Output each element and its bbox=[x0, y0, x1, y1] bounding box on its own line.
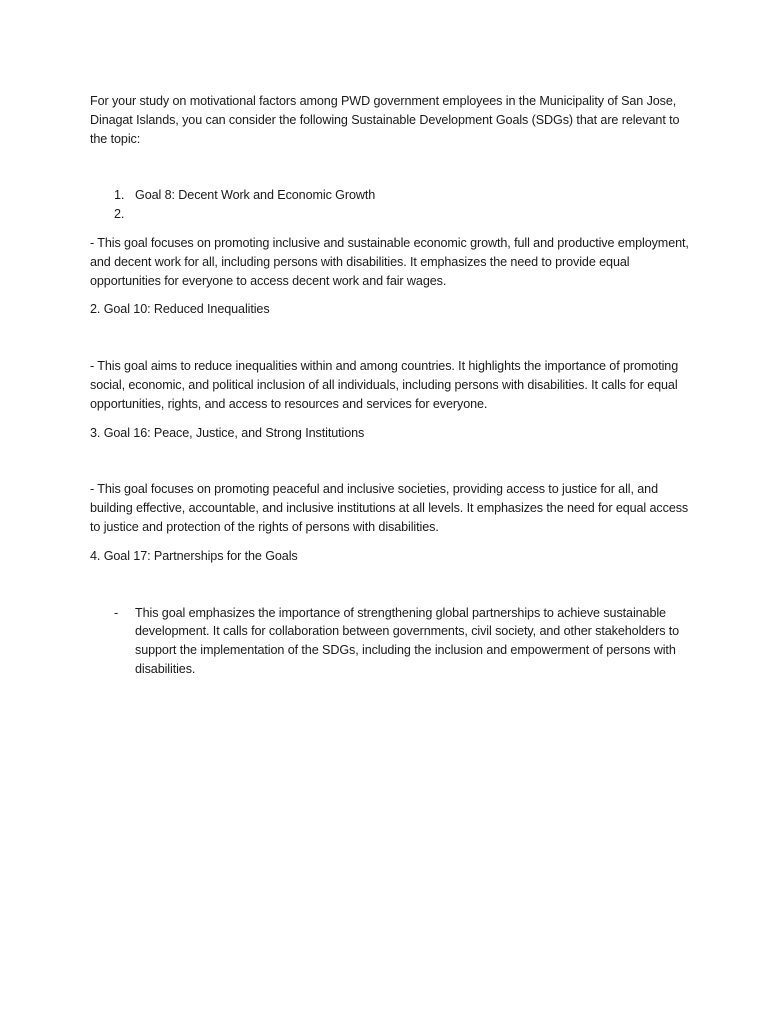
list-item-text: Goal 8: Decent Work and Economic Growth bbox=[135, 188, 376, 203]
goal16-description: - This goal focuses on promoting peaceful and inclusive societies, providing access to justice for all, and building effective, accountable, and inclusive institutions at all levels. It emphasizes the need for equal access to justice and protection of the rights of persons with disabilities. bbox=[90, 482, 689, 534]
goal8-description: - This goal focuses on promoting inclusive and sustainable economic growth, full and productive employment, and decent work for all, including persons with disabilities. It emphasizes the need to provide equal opportunities for everyone to access decent work and fair wages. bbox=[90, 235, 689, 288]
goal10-heading: 2. Goal 10: Reduced Inequalities bbox=[90, 302, 270, 317]
intro-paragraph: For your study on motivational factors among PWD government employees in the Municipality of San Jose, Dinagat Islands, you can consider the following Sustainable Development Goals (SDGs) that are relevant to the topic: bbox=[90, 94, 680, 146]
goal17-description: This goal emphasizes the importance of strengthening global partnerships to achieve sustainable development. It calls for collaboration between governments, civil society, and other stakeholders to support the implementation of the SDGs, including the inclusion and empowerment of persons with disabilities. bbox=[135, 605, 680, 676]
list-item bbox=[90, 205, 690, 224]
goal10-description: - This goal aims to reduce inequalities within and among countries. It highlights the importance of promoting social, economic, and political inclusion of all individuals, including persons with disabilities. It calls for equal opportunities, rights, and access to resources and services for everyone. bbox=[90, 359, 679, 411]
goal17-heading: 4. Goal 17: Partnerships for the Goals bbox=[90, 548, 298, 563]
goal16-heading: 3. Goal 16: Peace, Justice, and Strong Institutions bbox=[90, 425, 365, 440]
goal17-bullet-list bbox=[90, 604, 690, 679]
list-item bbox=[90, 604, 690, 679]
bullet-marker: - bbox=[114, 605, 119, 620]
goal-numbered-list bbox=[90, 186, 690, 224]
list-number: 1. bbox=[114, 188, 125, 203]
list-item bbox=[90, 186, 690, 205]
list-number: 2. bbox=[114, 207, 125, 222]
document-body bbox=[90, 92, 690, 679]
